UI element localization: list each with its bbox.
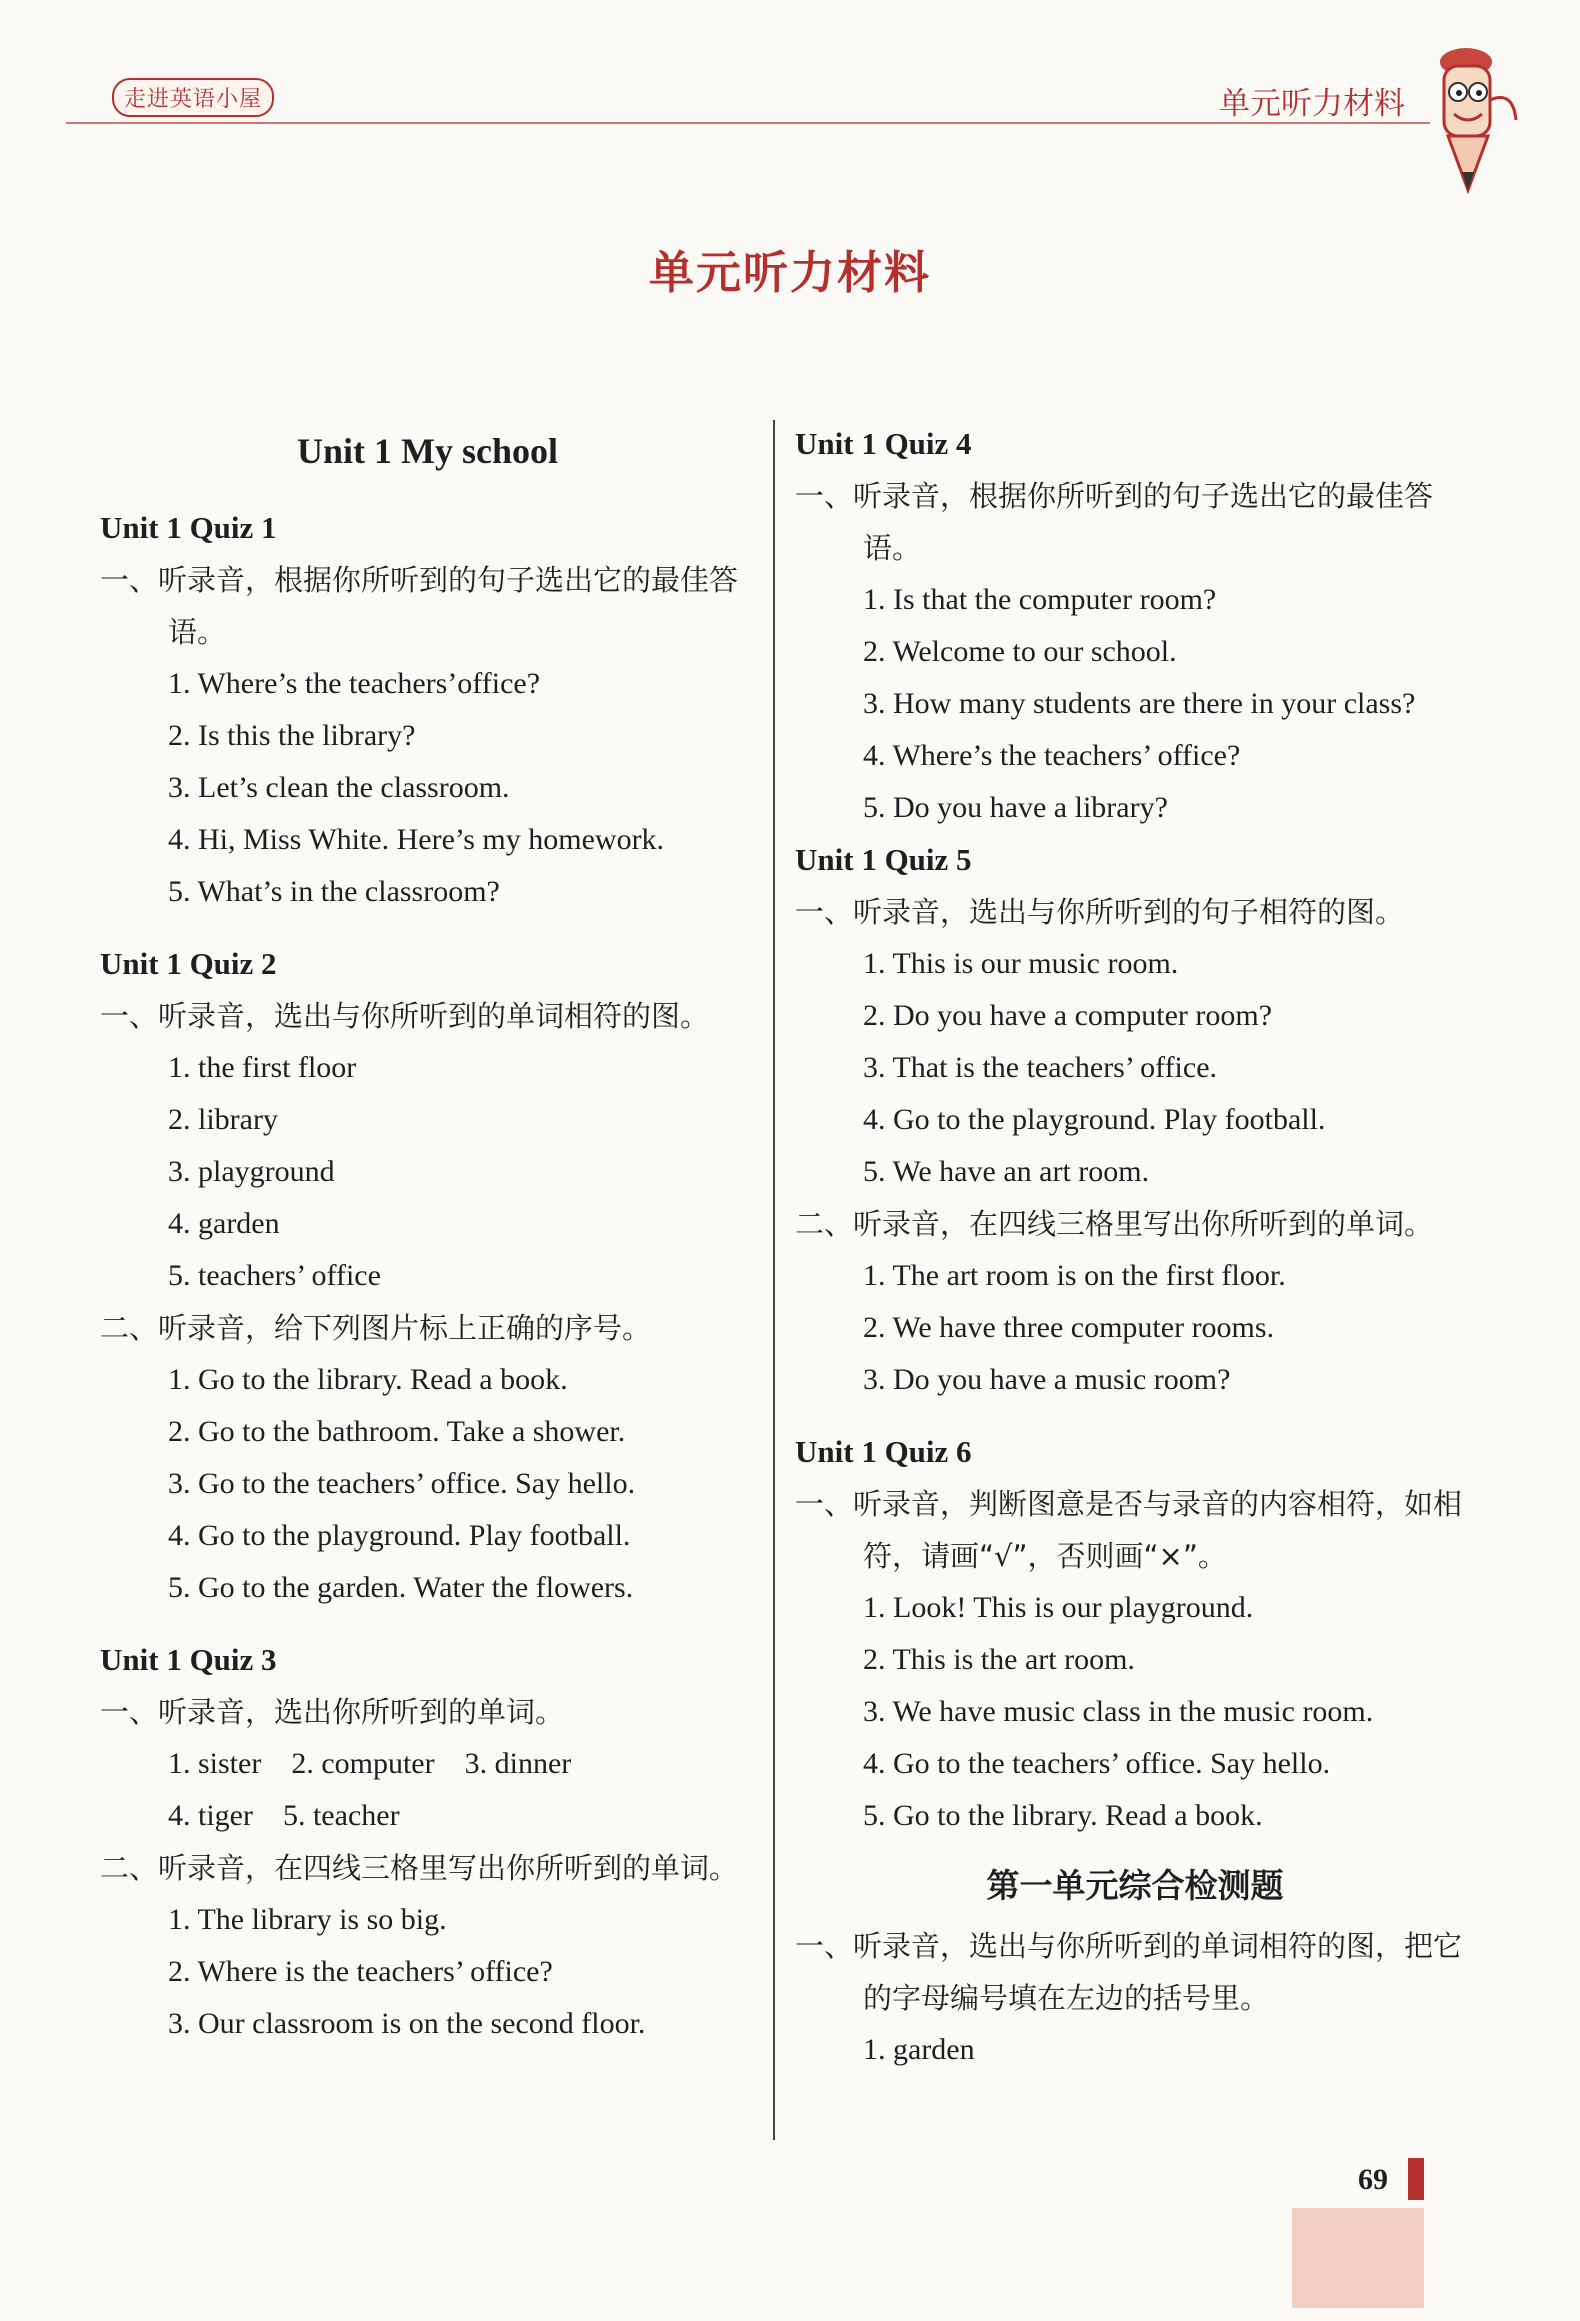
section-instruction: 一、听录音，选出与你所听到的单词相符的图，把它的字母编号填在左边的括号里。: [795, 1929, 1463, 2015]
list-item: 1. The art room is on the first floor.: [863, 1259, 1286, 1292]
quiz-heading: Unit 1 Quiz 1: [100, 510, 277, 545]
quiz-heading: Unit 1 Quiz 2: [100, 946, 277, 981]
list-item: 5. teachers’ office: [168, 1259, 381, 1292]
section-instruction: 二、听录音，在四线三格里写出你所听到的单词。: [100, 1851, 739, 1885]
list-item: 2. Go to the bathroom. Take a shower.: [168, 1415, 626, 1448]
list-item: 3. Do you have a music room?: [863, 1363, 1231, 1396]
list-item: 2. Is this the library?: [168, 719, 416, 752]
right-column: [795, 418, 1475, 2076]
section-instruction: 一、听录音，选出你所听到的单词。: [100, 1695, 565, 1729]
list-item: 3. Let’s clean the classroom.: [168, 771, 510, 804]
quiz-heading: Unit 1 Quiz 3: [100, 1642, 277, 1677]
list-item: 1. Is that the computer room?: [863, 583, 1217, 616]
list-item: 4. Go to the teachers’ office. Say hello.: [863, 1747, 1331, 1780]
section-instruction: 一、听录音，判断图意是否与录音的内容相符，如相符，请画“√”，否则画“×”。: [795, 1487, 1463, 1573]
list-item: 2. Do you have a computer room?: [863, 999, 1273, 1032]
list-item: 4. garden: [168, 1207, 280, 1240]
list-item: 1. garden: [863, 2033, 975, 2066]
page-corner-block: [1292, 2208, 1424, 2308]
review-heading: 第一单元综合检测题: [986, 1866, 1284, 1905]
list-item: 4. Where’s the teachers’ office?: [863, 739, 1241, 772]
list-item: 1. sister 2. computer 3. dinner: [168, 1747, 572, 1780]
column-divider: [773, 420, 775, 2140]
list-item: 1. Where’s the teachers’office?: [168, 667, 541, 700]
section-instruction: 二、听录音，给下列图片标上正确的序号。: [100, 1311, 652, 1345]
list-item: 5. What’s in the classroom?: [168, 875, 500, 908]
section-instruction: 一、听录音，选出与你所听到的单词相符的图。: [100, 999, 710, 1033]
list-item: 1. Go to the library. Read a book.: [168, 1363, 568, 1396]
section-instruction: 一、听录音，选出与你所听到的句子相符的图。: [795, 895, 1405, 929]
list-item: 2. This is the art room.: [863, 1643, 1135, 1676]
page-title: 单元听力材料: [648, 246, 931, 299]
list-item: 1. Look! This is our playground.: [863, 1591, 1254, 1624]
page-tab: [1408, 2158, 1424, 2200]
list-item: 4. Go to the playground. Play football.: [168, 1519, 631, 1552]
section-instruction: 一、听录音，根据你所听到的句子选出它的最佳答语。: [100, 563, 739, 649]
quiz-heading: Unit 1 Quiz 4: [795, 426, 972, 461]
list-item: 2. library: [168, 1103, 278, 1136]
list-item: 1. This is our music room.: [863, 947, 1179, 980]
list-item: 4. tiger 5. teacher: [168, 1799, 400, 1832]
list-item: 2. We have three computer rooms.: [863, 1311, 1275, 1344]
section-instruction: 二、听录音，在四线三格里写出你所听到的单词。: [795, 1207, 1434, 1241]
list-item: 5. We have an art room.: [863, 1155, 1150, 1188]
unit-heading: Unit 1 My school: [297, 431, 558, 471]
section-instruction: 一、听录音，根据你所听到的句子选出它的最佳答语。: [795, 479, 1434, 565]
running-header: 单元听力材料: [1219, 86, 1405, 122]
page-number: 69: [1358, 2163, 1388, 2196]
list-item: 1. The library is so big.: [168, 1903, 447, 1936]
pencil-mascot-icon: [1418, 40, 1528, 200]
list-item: 3. Our classroom is on the second floor.: [168, 2007, 646, 2040]
list-item: 4. Go to the playground. Play football.: [863, 1103, 1326, 1136]
list-item: 4. Hi, Miss White. Here’s my homework.: [168, 823, 665, 856]
list-item: 3. Go to the teachers’ office. Say hello.: [168, 1467, 636, 1500]
list-item: 5. Do you have a library?: [863, 791, 1168, 824]
list-item: 3. How many students are there in your class?: [863, 687, 1416, 720]
list-item: 1. the first floor: [168, 1051, 357, 1084]
left-column: [100, 426, 755, 2050]
list-item: 2. Where is the teachers’ office?: [168, 1955, 553, 1988]
header-rule: [66, 122, 1430, 124]
quiz-heading: Unit 1 Quiz 6: [795, 1434, 972, 1469]
list-item: 3. playground: [168, 1155, 335, 1188]
series-logo: 走进英语小屋: [112, 78, 274, 117]
list-item: 2. Welcome to our school.: [863, 635, 1177, 668]
quiz-heading: Unit 1 Quiz 5: [795, 842, 972, 877]
list-item: 5. Go to the library. Read a book.: [863, 1799, 1263, 1832]
list-item: 3. That is the teachers’ office.: [863, 1051, 1218, 1084]
list-item: 3. We have music class in the music room.: [863, 1695, 1374, 1728]
list-item: 5. Go to the garden. Water the flowers.: [168, 1571, 634, 1604]
